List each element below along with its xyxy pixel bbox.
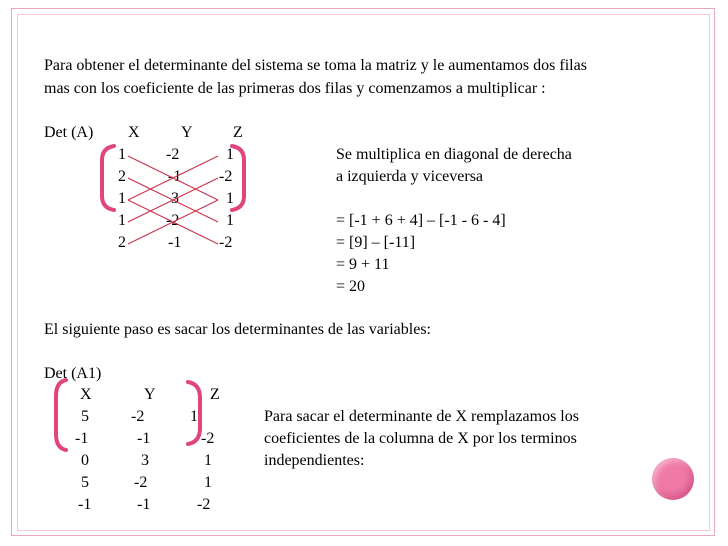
intro-line-2: mas con los coeficiente de las primeras dos filas y comenzamos a multiplicar : — [44, 80, 546, 97]
intro-line-1: Para obtener el determinante del sistema se toma la matriz y le aumentamos dos filas — [44, 57, 587, 74]
det-a1-cell: 5 — [81, 474, 89, 491]
det-a-cell: -2 — [219, 234, 233, 251]
decorative-pink-circle — [652, 458, 694, 500]
det-a1-cell: -2 — [197, 496, 211, 513]
det-a1-header-z: Z — [210, 386, 220, 403]
det-a1-cell: -1 — [78, 496, 92, 513]
det-a-header-x: X — [128, 124, 140, 141]
det-a1-right-bracket — [188, 382, 200, 444]
det-a-cell: -2 — [219, 168, 233, 185]
det-a-cell: 1 — [118, 212, 126, 229]
det-a1-cell: 1 — [190, 408, 198, 425]
det-a-right-bracket — [232, 146, 244, 210]
det-a1-cell: 0 — [81, 452, 89, 469]
det-a-calc-3: = 9 + 11 — [336, 256, 390, 273]
det-a-cell: 1 — [226, 212, 234, 229]
det-a1-note-line-3: independientes: — [264, 452, 365, 469]
det-a-cell: 3 — [171, 190, 179, 207]
det-a-note-line-2: a izquierda y viceversa — [336, 168, 484, 185]
det-a1-note-line-2: coeficientes de la columna de X por los terminos — [264, 430, 577, 447]
det-a-calc-4: = 20 — [336, 278, 366, 295]
step-2-text: El siguiente paso es sacar los determinantes de las variables: — [44, 321, 431, 338]
det-a1-cell: -2 — [131, 408, 145, 425]
det-a-cell: -1 — [168, 234, 182, 251]
det-a1-header-x: X — [80, 386, 92, 403]
det-a-cell: 1 — [118, 146, 126, 163]
det-a1-cell: 3 — [141, 452, 149, 469]
det-a-calc-1: = [-1 + 6 + 4] – [-1 - 6 - 4] — [336, 212, 506, 229]
det-a-cell: -1 — [168, 168, 182, 185]
det-a-header-z: Z — [233, 124, 243, 141]
det-a-cell: 1 — [226, 190, 234, 207]
det-a-note-line-1: Se multiplica en diagonal de derecha — [336, 146, 572, 163]
det-a-calc-2: = [9] – [-11] — [336, 234, 416, 251]
det-a1-label: Det (A1) — [44, 365, 102, 382]
det-a1-cell: -2 — [134, 474, 148, 491]
det-a1-left-bracket — [56, 380, 66, 450]
det-a1-cell: -1 — [137, 430, 151, 447]
det-a1-header-y: Y — [144, 386, 156, 403]
det-a1-note-line-1: Para sacar el determinante de X remplazamos los — [264, 408, 579, 425]
det-a-label: Det (A) — [44, 124, 94, 141]
det-a-cell: 1 — [226, 146, 234, 163]
det-a-left-bracket — [102, 146, 114, 210]
det-a1-cell: 5 — [81, 408, 89, 425]
det-a-cell: -2 — [166, 212, 180, 229]
det-a1-cell: -1 — [75, 430, 89, 447]
det-a1-cell: -1 — [137, 496, 151, 513]
det-a-cell: 2 — [118, 168, 126, 185]
det-a1-cell: -2 — [201, 430, 215, 447]
det-a-header-y: Y — [181, 124, 193, 141]
det-a-cell: 1 — [118, 190, 126, 207]
det-a-cell: -2 — [166, 146, 180, 163]
det-a-cell: 2 — [118, 234, 126, 251]
det-a-diagonals — [128, 156, 218, 244]
det-a1-cell: 1 — [204, 452, 212, 469]
det-a1-cell: 1 — [204, 474, 212, 491]
